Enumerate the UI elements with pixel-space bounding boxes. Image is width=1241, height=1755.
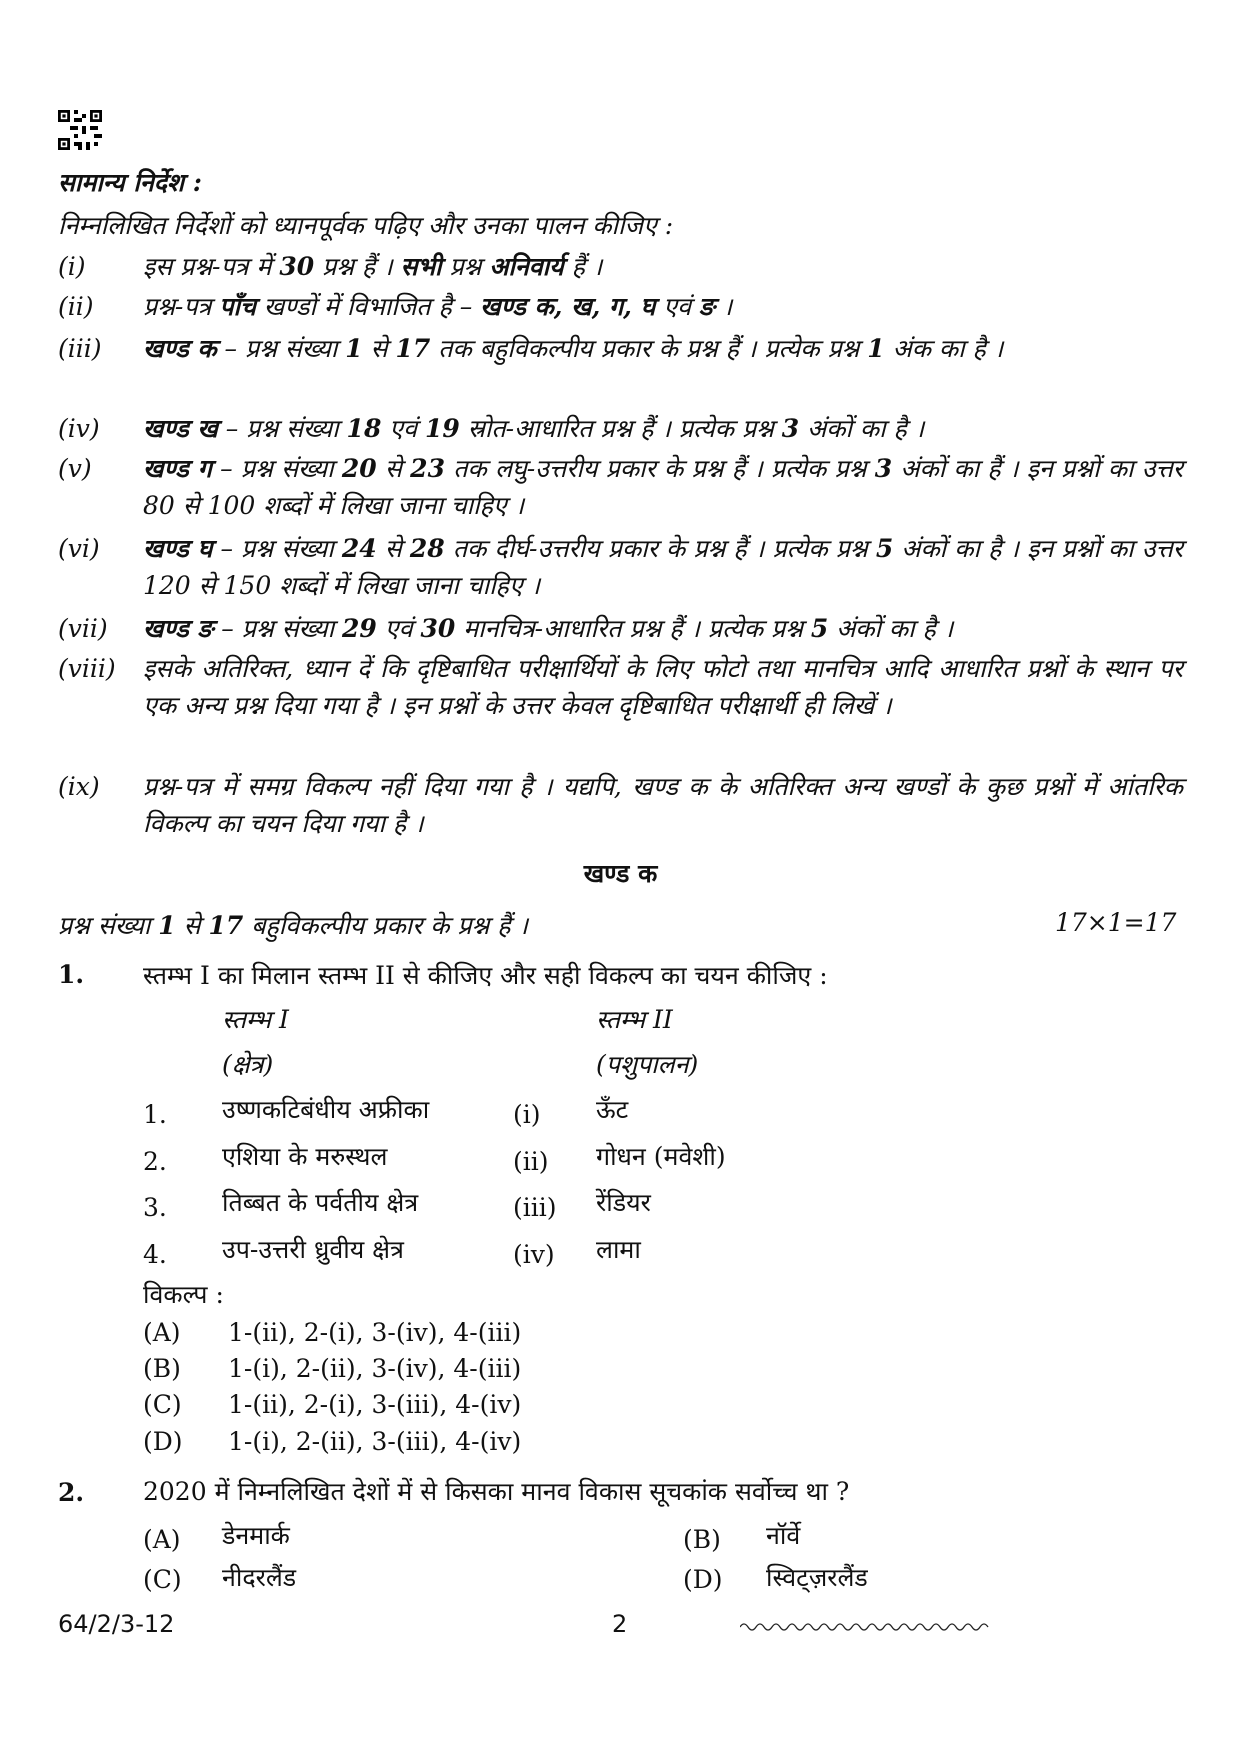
instruction-number: (vi) (58, 534, 100, 563)
option-key: (B) (143, 1354, 181, 1383)
instructions-title: सामान्य निर्देश : (58, 168, 202, 197)
option-value: 1-(ii), 2-(i), 3-(iv), 4-(iii) (228, 1318, 522, 1347)
instruction-item: (vii) खण्ड ङ – प्रश्न संख्या 29 एवं 30 मानचित्र-आधारित प्रश्न हैं । प्रत्येक प्रश्न 5 अंकों का है । (58, 610, 1183, 648)
instruction-item: (i) इस प्रश्न-पत्र में 30 प्रश्न हैं । सभी प्रश्न अनिवार्य हैं । (58, 248, 1183, 286)
column-2-heading: स्तम्भ II (596, 1005, 673, 1034)
instruction-number: (ix) (58, 772, 100, 801)
option-key: (C) (143, 1390, 182, 1419)
instruction-item: (ix) प्रश्न-पत्र में समग्र विकल्प नहीं दिया गया है । यद्यपि, खण्ड क के अतिरिक्त अन्य खण्डों के कुछ प्रश्नों में आंतरिक विकल्प का चयन दिया गया है । (58, 768, 1183, 844)
instruction-number: (i) (58, 252, 86, 281)
row-right: रेंडियर (596, 1188, 651, 1217)
option-value: नॉर्वे (766, 1521, 801, 1550)
column-1-subheading: (क्षेत्र) (222, 1050, 274, 1079)
instruction-item: (v) खण्ड ग – प्रश्न संख्या 20 से 23 तक लघु-उत्तरीय प्रकार के प्रश्न हैं । प्रत्येक प्रश्न 3 अंकों का हैं । इन प्रश्नों का उत्तर 80 से 100 शब्दों में लिखा जाना चाहिए । (58, 450, 1183, 526)
row-roman: (i) (513, 1100, 541, 1129)
page-number: 2 (612, 1610, 628, 1638)
row-roman: (iii) (513, 1193, 557, 1222)
option-key: (C) (143, 1565, 182, 1594)
row-number: 1. (143, 1100, 167, 1129)
instruction-item: (ii) प्रश्न-पत्र पाँच खण्डों में विभाजित है – खण्ड क, ख, ग, घ एवं ङ । (58, 288, 1183, 326)
section-marks: 17×1=17 (1055, 908, 1177, 937)
column-1-heading: स्तम्भ I (222, 1005, 289, 1034)
instruction-item: (viii) इसके अतिरिक्त, ध्यान दें कि दृष्टिबाधित परीक्षार्थियों के लिए फोटो तथा मानचित्र आदि आधारित प्रश्नों के स्थान पर एक अन्य प्रश्न दिया गया है । इन प्रश्नों के उत्तर केवल दृष्टिबाधित परीक्षार्थी ही लिखें । (58, 650, 1183, 764)
option-value: 1-(ii), 2-(i), 3-(iii), 4-(iv) (228, 1390, 522, 1419)
row-right: ऊँट (596, 1095, 629, 1124)
option-value: नीदरलैंड (222, 1563, 297, 1592)
instruction-item: (iii) खण्ड क – प्रश्न संख्या 1 से 17 तक बहुविकल्पीय प्रकार के प्रश्न हैं । प्रत्येक प्रश्न 1 अंक का है । (58, 330, 1183, 406)
options-label: विकल्प : (143, 1280, 224, 1309)
row-left: उष्णकटिबंधीय अफ्रीका (222, 1095, 430, 1124)
option-key: (A) (143, 1525, 181, 1554)
paper-code: 64/2/3-12 (58, 1610, 175, 1638)
instruction-number: (iii) (58, 334, 102, 363)
option-key: (D) (683, 1565, 723, 1594)
question-number: 2. (58, 1478, 85, 1507)
row-number: 4. (143, 1240, 167, 1269)
instruction-number: (ii) (58, 292, 94, 321)
instruction-number: (iv) (58, 414, 100, 443)
section-title: खण्ड क (583, 859, 658, 888)
row-left: एशिया के मरुस्थल (222, 1142, 388, 1171)
section-note: प्रश्न संख्या 1 से 17 बहुविकल्पीय प्रकार के प्रश्न हैं । (58, 911, 528, 940)
instruction-item: (vi) खण्ड घ – प्रश्न संख्या 24 से 28 तक दीर्घ-उत्तरीय प्रकार के प्रश्न हैं । प्रत्येक प्रश्न 5 अंकों का है । इन प्रश्नों का उत्तर 120 से 150 शब्दों में लिखा जाना चाहिए । (58, 530, 1183, 606)
instruction-item: (iv) खण्ड ख – प्रश्न संख्या 18 एवं 19 स्रोत-आधारित प्रश्न हैं । प्रत्येक प्रश्न 3 अंकों का है । (58, 410, 1183, 448)
option-value: 1-(i), 2-(ii), 3-(iv), 4-(iii) (228, 1354, 522, 1383)
option-value: स्विट्ज़रलैंड (766, 1563, 868, 1592)
qr-code-icon (58, 110, 102, 150)
row-right: लामा (596, 1235, 641, 1264)
instructions-intro: निम्नलिखित निर्देशों को ध्यानपूर्वक पढ़िए और उनका पालन कीजिए : (58, 211, 674, 240)
option-key: (A) (143, 1318, 181, 1347)
row-number: 2. (143, 1147, 167, 1176)
row-left: उप-उत्तरी ध्रुवीय क्षेत्र (222, 1235, 404, 1264)
instruction-number: (v) (58, 454, 92, 483)
option-value: 1-(i), 2-(ii), 3-(iii), 4-(iv) (228, 1427, 522, 1456)
instruction-number: (vii) (58, 614, 108, 643)
column-2-subheading: (पशुपालन) (596, 1050, 699, 1079)
row-number: 3. (143, 1193, 167, 1222)
wavy-line-decoration (740, 1620, 990, 1634)
option-key: (B) (683, 1525, 721, 1554)
question-number: 1. (58, 960, 85, 989)
option-key: (D) (143, 1427, 183, 1456)
question-text: स्तम्भ I का मिलान स्तम्भ II से कीजिए और सही विकल्प का चयन कीजिए : (143, 961, 828, 990)
option-value: डेनमार्क (222, 1521, 290, 1550)
instruction-number: (viii) (58, 654, 116, 683)
question-text: 2020 में निम्नलिखित देशों में से किसका मानव विकास सूचकांक सर्वोच्च था ? (143, 1477, 850, 1506)
row-roman: (iv) (513, 1240, 555, 1269)
row-roman: (ii) (513, 1147, 549, 1176)
row-left: तिब्बत के पर्वतीय क्षेत्र (222, 1188, 419, 1217)
row-right: गोधन (मवेशी) (596, 1142, 726, 1171)
